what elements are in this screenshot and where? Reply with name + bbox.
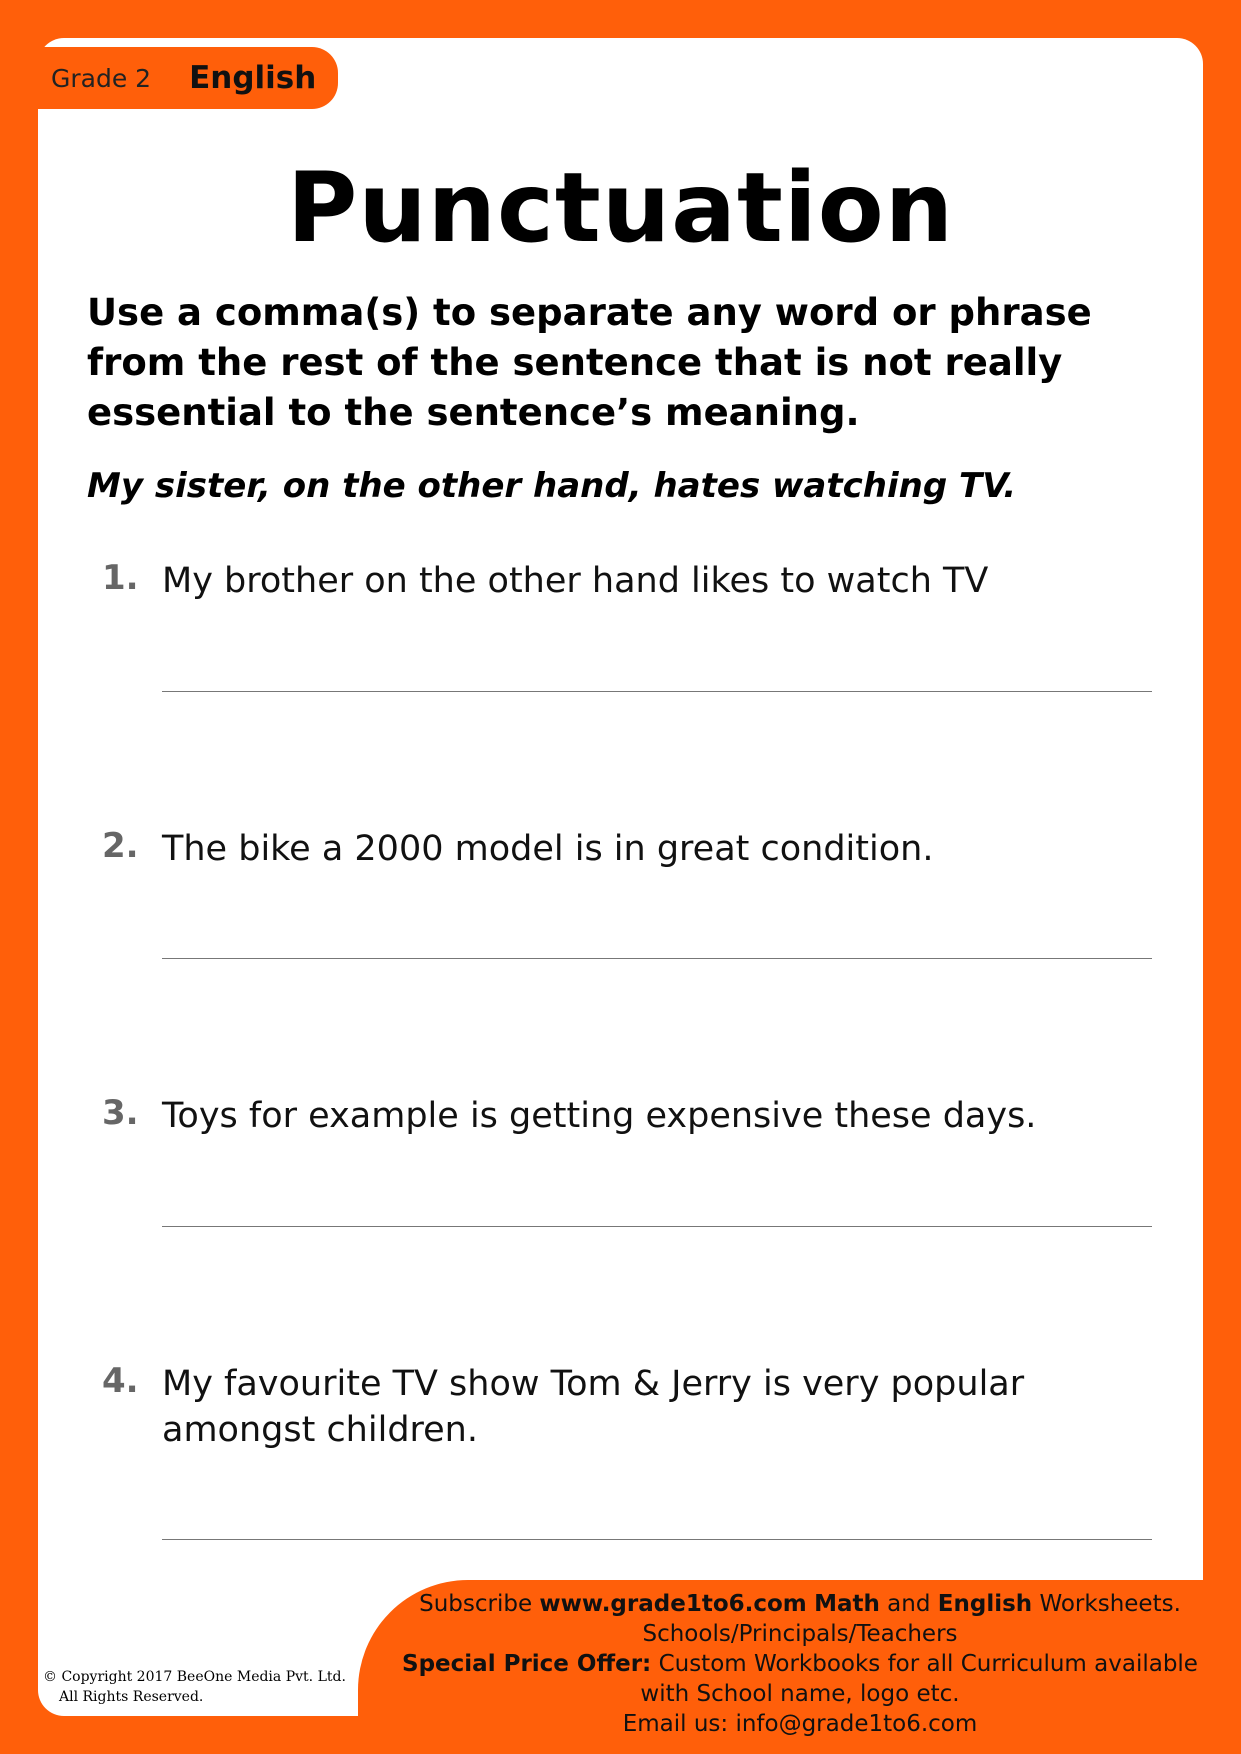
answer-line[interactable]	[162, 1226, 1152, 1227]
answer-line[interactable]	[162, 691, 1152, 692]
offer-text: Custom Workbooks for all Curriculum available	[658, 1651, 1198, 1677]
question-number: 2.	[102, 826, 139, 866]
question-number: 1.	[102, 558, 139, 598]
punctuation-rule: Use a comma(s) to separate any word or phrase from the rest of the sentence that is not really essential to the sentence’s meaning.	[87, 291, 1092, 434]
copyright-notice	[43, 1667, 346, 1707]
rights-line: All Rights Reserved.	[59, 1689, 204, 1705]
grade-label: Grade 2	[51, 63, 152, 93]
and-label: and	[887, 1591, 931, 1617]
footer-email[interactable]: Email us: info@grade1to6.com	[622, 1711, 978, 1737]
footer-offer-line-2: with School name, logo etc.	[640, 1681, 960, 1707]
subject-label: English	[189, 60, 317, 96]
question-number: 4.	[102, 1361, 139, 1401]
worksheets-label: Worksheets.	[1039, 1591, 1181, 1617]
question-number: 3.	[102, 1093, 139, 1133]
answer-line[interactable]	[162, 1539, 1152, 1540]
answer-line[interactable]	[162, 958, 1152, 959]
question-text: My brother on the other hand likes to watch TV	[162, 561, 989, 601]
page-title: Punctuation	[286, 152, 955, 264]
example-sentence: My sister, on the other hand, hates watching TV.	[87, 466, 1017, 506]
question-text: Toys for example is getting expensive these days.	[162, 1096, 1037, 1136]
english-label: English	[937, 1591, 1033, 1617]
copyright-line: © Copyright 2017 BeeOne Media Pvt. Ltd.	[43, 1669, 346, 1685]
math-label: Math	[814, 1591, 880, 1617]
site-link[interactable]: www.grade1to6.com	[539, 1591, 807, 1617]
offer-label: Special Price Offer:	[402, 1651, 652, 1677]
grade-subject-tab	[34, 47, 338, 109]
footer-subscribe-line	[360, 1589, 1240, 1619]
footer-offer-line	[360, 1649, 1240, 1679]
footer-audience: Schools/Principals/Teachers	[642, 1621, 958, 1647]
question-text: My favourite TV show Tom & Jerry is very popular amongst children.	[162, 1364, 1025, 1450]
question-text: The bike a 2000 model is in great condition.	[162, 829, 934, 869]
subscribe-label: Subscribe	[419, 1591, 533, 1617]
